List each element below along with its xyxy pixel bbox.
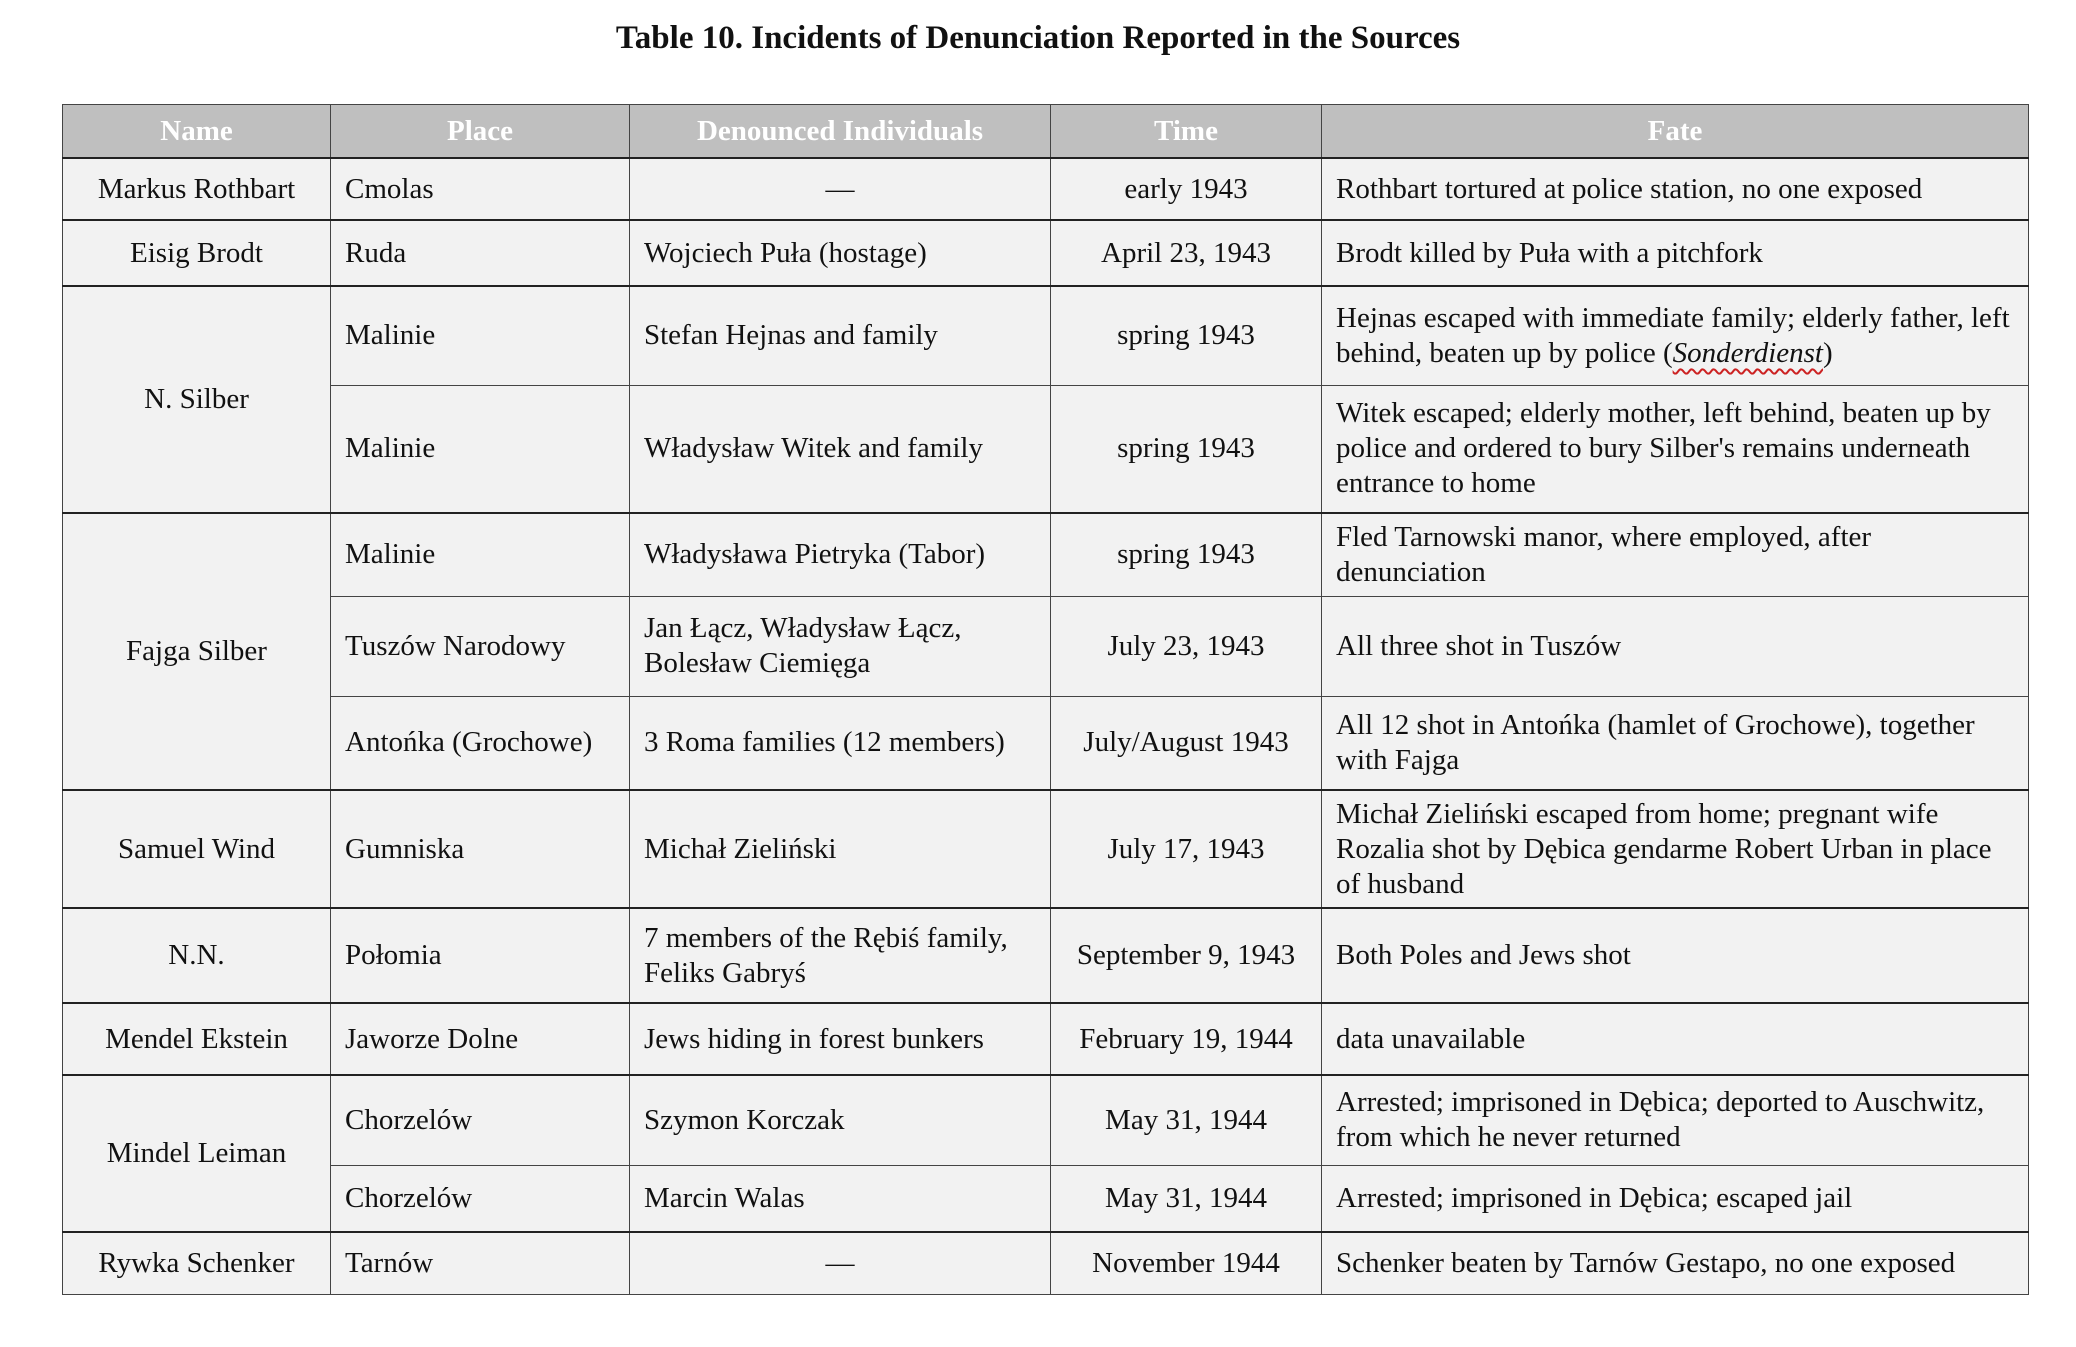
- table-row: [63, 1232, 2029, 1294]
- denounced-cell: Szymon Korczak: [630, 1075, 1051, 1165]
- place-cell: Połomia: [331, 908, 630, 1003]
- denounced-cell: Władysław Witek and family: [630, 385, 1051, 513]
- time-cell: July 17, 1943: [1051, 790, 1322, 908]
- fate-cell: data unavailable: [1322, 1003, 2029, 1075]
- name-cell: N. Silber: [63, 286, 331, 513]
- table-row: [63, 696, 2029, 790]
- denounced-cell: Władysława Pietryka (Tabor): [630, 513, 1051, 596]
- time-cell: July/August 1943: [1051, 696, 1322, 790]
- name-cell: Fajga Silber: [63, 513, 331, 790]
- name-cell: Mindel Leiman: [63, 1075, 331, 1232]
- fate-cell: Arrested; imprisoned in Dębica; escaped jail: [1322, 1165, 2029, 1232]
- place-cell: Malinie: [331, 513, 630, 596]
- place-cell: Antońka (Grochowe): [331, 696, 630, 790]
- table-row: [63, 908, 2029, 1003]
- fate-cell: All three shot in Tuszów: [1322, 596, 2029, 696]
- denounced-cell: Jews hiding in forest bunkers: [630, 1003, 1051, 1075]
- time-cell: September 9, 1943: [1051, 908, 1322, 1003]
- time-cell: spring 1943: [1051, 385, 1322, 513]
- table-row: [63, 513, 2029, 596]
- fate-text: Hejnas escaped with immediate family; elderly father, left behind, beaten up by police (: [1336, 301, 2010, 369]
- name-cell: N.N.: [63, 908, 331, 1003]
- place-cell: Jaworze Dolne: [331, 1003, 630, 1075]
- table-row: [63, 385, 2029, 513]
- denunciation-table: [62, 104, 2029, 1295]
- place-cell: Malinie: [331, 385, 630, 513]
- header-denounced: Denounced Individuals: [630, 105, 1051, 159]
- time-cell: spring 1943: [1051, 286, 1322, 385]
- fate-cell: Fled Tarnowski manor, where employed, after denunciation: [1322, 513, 2029, 596]
- header-name: Name: [63, 105, 331, 159]
- table-row: [63, 1165, 2029, 1232]
- denounced-cell: 7 members of the Rębiś family, Feliks Gabryś: [630, 908, 1051, 1003]
- header-row: [63, 105, 2029, 159]
- denounced-cell: 3 Roma families (12 members): [630, 696, 1051, 790]
- time-cell: November 1944: [1051, 1232, 1322, 1294]
- denounced-cell: —: [630, 158, 1051, 220]
- fate-cell: All 12 shot in Antońka (hamlet of Grochowe), together with Fajga: [1322, 696, 2029, 790]
- table-title: Table 10. Incidents of Denunciation Reported in the Sources: [615, 20, 1461, 56]
- fate-cell: Rothbart tortured at police station, no one exposed: [1322, 158, 2029, 220]
- name-cell: Mendel Ekstein: [63, 1003, 331, 1075]
- time-cell: May 31, 1944: [1051, 1165, 1322, 1232]
- denounced-cell: —: [630, 1232, 1051, 1294]
- table-row: [63, 1003, 2029, 1075]
- time-cell: May 31, 1944: [1051, 1075, 1322, 1165]
- denounced-cell: Jan Łącz, Władysław Łącz, Bolesław Ciemięga: [630, 596, 1051, 696]
- table-row: [63, 596, 2029, 696]
- place-cell: Chorzelów: [331, 1165, 630, 1232]
- fate-text-end: ): [1822, 336, 1833, 369]
- table-row: [63, 790, 2029, 908]
- table-row: [63, 220, 2029, 286]
- time-cell: April 23, 1943: [1051, 220, 1322, 286]
- time-cell: July 23, 1943: [1051, 596, 1322, 696]
- place-cell: Chorzelów: [331, 1075, 630, 1165]
- place-cell: Cmolas: [331, 158, 630, 220]
- time-cell: February 19, 1944: [1051, 1003, 1322, 1075]
- place-cell: Ruda: [331, 220, 630, 286]
- fate-cell: Arrested; imprisoned in Dębica; deported to Auschwitz, from which he never returned: [1322, 1075, 2029, 1165]
- table-row: [63, 286, 2029, 385]
- fate-cell: Brodt killed by Puła with a pitchfork: [1322, 220, 2029, 286]
- denounced-cell: Wojciech Puła (hostage): [630, 220, 1051, 286]
- place-cell: Malinie: [331, 286, 630, 385]
- time-cell: spring 1943: [1051, 513, 1322, 596]
- fate-cell: Michał Zieliński escaped from home; pregnant wife Rozalia shot by Dębica gendarme Robert Urban in place of husband: [1322, 790, 2029, 908]
- header-fate: Fate: [1322, 105, 2029, 159]
- name-cell: Eisig Brodt: [63, 220, 331, 286]
- denounced-cell: Michał Zieliński: [630, 790, 1051, 908]
- place-cell: Gumniska: [331, 790, 630, 908]
- table-row: [63, 1075, 2029, 1165]
- denounced-cell: Stefan Hejnas and family: [630, 286, 1051, 385]
- fate-italic-term: Sonderdienst: [1672, 336, 1823, 369]
- header-time: Time: [1051, 105, 1322, 159]
- fate-cell: Schenker beaten by Tarnów Gestapo, no one exposed: [1322, 1232, 2029, 1294]
- name-cell: Rywka Schenker: [63, 1232, 331, 1294]
- place-cell: Tarnów: [331, 1232, 630, 1294]
- fate-cell: [1322, 286, 2029, 385]
- header-place: Place: [331, 105, 630, 159]
- place-cell: Tuszów Narodowy: [331, 596, 630, 696]
- table-row: [63, 158, 2029, 220]
- name-cell: Markus Rothbart: [63, 158, 331, 220]
- fate-cell: Witek escaped; elderly mother, left behind, beaten up by police and ordered to bury Silber's remains underneath entrance to home: [1322, 385, 2029, 513]
- denounced-cell: Marcin Walas: [630, 1165, 1051, 1232]
- fate-cell: Both Poles and Jews shot: [1322, 908, 2029, 1003]
- name-cell: Samuel Wind: [63, 790, 331, 908]
- time-cell: early 1943: [1051, 158, 1322, 220]
